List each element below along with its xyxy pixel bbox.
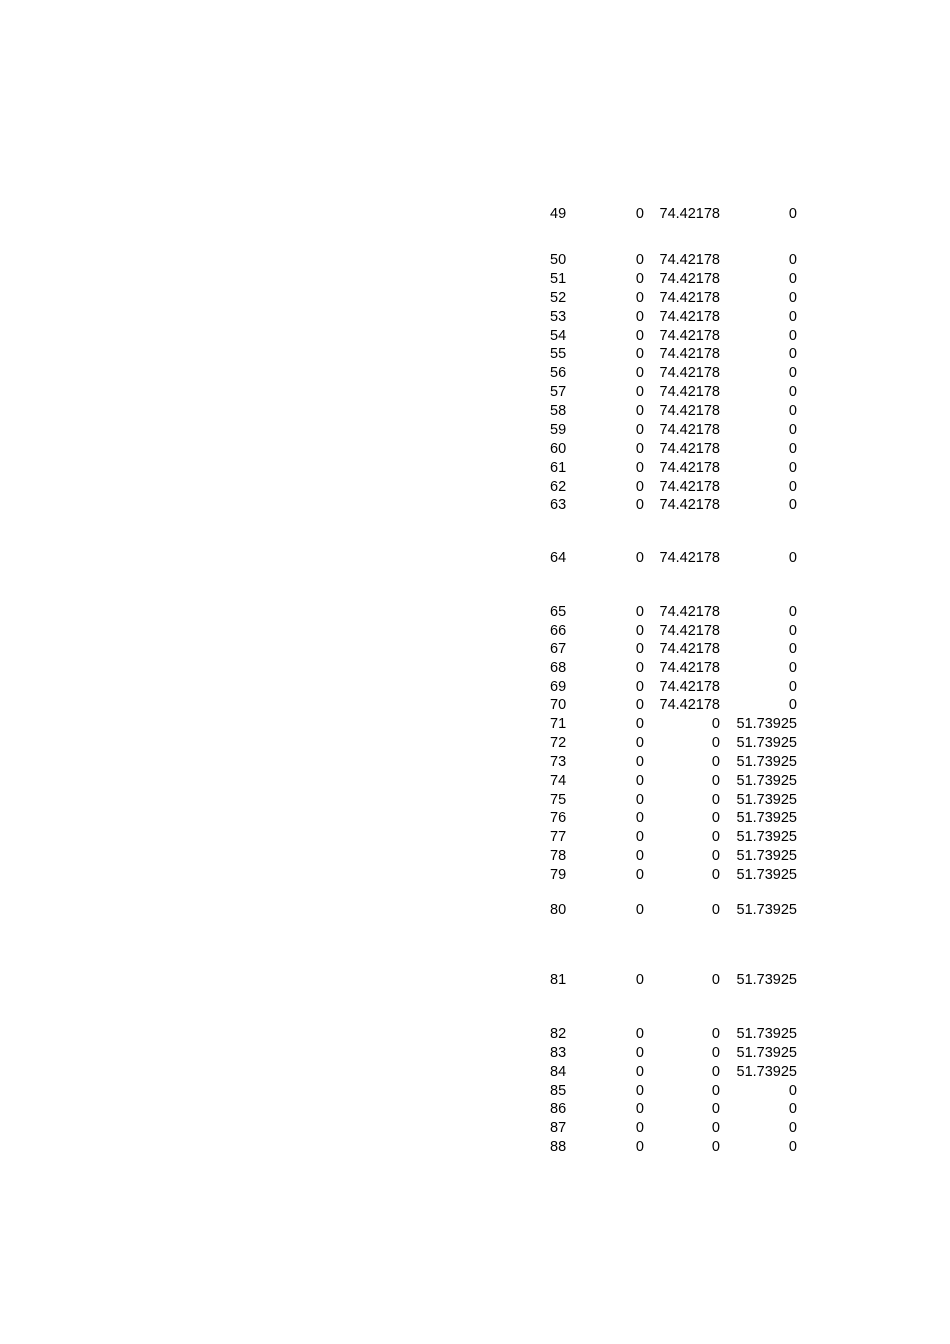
value-col-c: 51.73925 xyxy=(736,810,797,826)
value-col-a: 0 xyxy=(635,290,644,306)
value-col-c: 0 xyxy=(788,346,797,362)
value-col-b: 74.42178 xyxy=(659,641,720,657)
table-row xyxy=(0,344,950,364)
table-row xyxy=(0,363,950,383)
value-col-b: 0 xyxy=(711,1120,720,1136)
value-col-c: 0 xyxy=(788,1101,797,1117)
row-id: 84 xyxy=(550,1064,567,1080)
value-col-c: 0 xyxy=(788,697,797,713)
value-col-b: 0 xyxy=(711,848,720,864)
table-row xyxy=(0,307,950,327)
value-col-c: 0 xyxy=(788,403,797,419)
row-id: 74 xyxy=(550,773,567,789)
value-col-a: 0 xyxy=(635,497,644,513)
table-row xyxy=(0,621,950,641)
value-col-c: 51.73925 xyxy=(736,829,797,845)
value-col-b: 0 xyxy=(711,867,720,883)
value-col-c: 51.73925 xyxy=(736,735,797,751)
table-row xyxy=(0,771,950,791)
row-id: 85 xyxy=(550,1083,567,1099)
value-col-b: 0 xyxy=(711,735,720,751)
row-id: 63 xyxy=(550,497,567,513)
table-row xyxy=(0,1024,950,1044)
table-row xyxy=(0,326,950,346)
table-row xyxy=(0,658,950,678)
value-col-b: 74.42178 xyxy=(659,497,720,513)
value-col-c: 0 xyxy=(788,1083,797,1099)
value-col-b: 0 xyxy=(711,810,720,826)
value-col-b: 74.42178 xyxy=(659,252,720,268)
value-col-b: 74.42178 xyxy=(659,290,720,306)
value-col-a: 0 xyxy=(635,716,644,732)
table-row xyxy=(0,865,950,885)
table-row xyxy=(0,401,950,421)
value-col-a: 0 xyxy=(635,1064,644,1080)
value-col-a: 0 xyxy=(635,206,644,222)
value-col-b: 74.42178 xyxy=(659,697,720,713)
value-col-c: 51.73925 xyxy=(736,902,797,918)
row-id: 61 xyxy=(550,460,567,476)
row-id: 78 xyxy=(550,848,567,864)
value-col-a: 0 xyxy=(635,641,644,657)
value-col-a: 0 xyxy=(635,403,644,419)
value-col-c: 0 xyxy=(788,641,797,657)
value-col-b: 0 xyxy=(711,792,720,808)
row-id: 72 xyxy=(550,735,567,751)
value-col-a: 0 xyxy=(635,972,644,988)
row-id: 67 xyxy=(550,641,567,657)
row-id: 65 xyxy=(550,604,567,620)
value-col-a: 0 xyxy=(635,1101,644,1117)
value-col-a: 0 xyxy=(635,1045,644,1061)
row-id: 69 xyxy=(550,679,567,695)
value-col-a: 0 xyxy=(635,848,644,864)
value-col-a: 0 xyxy=(635,679,644,695)
value-col-b: 0 xyxy=(711,1101,720,1117)
table-row xyxy=(0,714,950,734)
table-row xyxy=(0,1099,950,1119)
value-col-a: 0 xyxy=(635,1083,644,1099)
value-col-b: 0 xyxy=(711,716,720,732)
row-id: 64 xyxy=(550,550,567,566)
value-col-b: 0 xyxy=(711,754,720,770)
value-col-c: 0 xyxy=(788,660,797,676)
table-row xyxy=(0,695,950,715)
value-col-c: 51.73925 xyxy=(736,848,797,864)
value-col-b: 0 xyxy=(711,902,720,918)
value-col-b: 0 xyxy=(711,1139,720,1155)
value-col-c: 0 xyxy=(788,365,797,381)
value-col-c: 0 xyxy=(788,252,797,268)
value-col-a: 0 xyxy=(635,1120,644,1136)
value-col-a: 0 xyxy=(635,441,644,457)
value-col-b: 74.42178 xyxy=(659,328,720,344)
value-col-c: 51.73925 xyxy=(736,773,797,789)
value-col-c: 0 xyxy=(788,604,797,620)
value-col-c: 51.73925 xyxy=(736,1045,797,1061)
row-id: 83 xyxy=(550,1045,567,1061)
value-col-a: 0 xyxy=(635,810,644,826)
value-col-c: 51.73925 xyxy=(736,972,797,988)
value-col-b: 74.42178 xyxy=(659,271,720,287)
value-col-b: 74.42178 xyxy=(659,422,720,438)
table-row xyxy=(0,1043,950,1063)
row-id: 49 xyxy=(550,206,567,222)
row-id: 59 xyxy=(550,422,567,438)
value-col-b: 74.42178 xyxy=(659,604,720,620)
value-col-b: 74.42178 xyxy=(659,441,720,457)
value-col-c: 51.73925 xyxy=(736,1064,797,1080)
table-row xyxy=(0,420,950,440)
value-col-a: 0 xyxy=(635,328,644,344)
value-col-b: 74.42178 xyxy=(659,550,720,566)
row-id: 70 xyxy=(550,697,567,713)
row-id: 53 xyxy=(550,309,567,325)
value-col-a: 0 xyxy=(635,271,644,287)
row-id: 86 xyxy=(550,1101,567,1117)
value-col-a: 0 xyxy=(635,735,644,751)
row-id: 71 xyxy=(550,716,567,732)
value-col-a: 0 xyxy=(635,309,644,325)
value-col-a: 0 xyxy=(635,623,644,639)
table-row xyxy=(0,846,950,866)
value-col-b: 74.42178 xyxy=(659,206,720,222)
value-col-c: 0 xyxy=(788,206,797,222)
value-col-a: 0 xyxy=(635,346,644,362)
row-id: 87 xyxy=(550,1120,567,1136)
table-row xyxy=(0,477,950,497)
value-col-c: 0 xyxy=(788,422,797,438)
value-col-b: 0 xyxy=(711,829,720,845)
row-id: 80 xyxy=(550,902,567,918)
value-col-a: 0 xyxy=(635,252,644,268)
value-col-b: 74.42178 xyxy=(659,623,720,639)
table-row xyxy=(0,808,950,828)
value-col-a: 0 xyxy=(635,773,644,789)
row-id: 54 xyxy=(550,328,567,344)
value-col-c: 0 xyxy=(788,623,797,639)
value-col-a: 0 xyxy=(635,697,644,713)
value-col-c: 0 xyxy=(788,309,797,325)
value-col-c: 51.73925 xyxy=(736,1026,797,1042)
value-col-a: 0 xyxy=(635,902,644,918)
table-row xyxy=(0,1118,950,1138)
table-row xyxy=(0,900,950,920)
value-col-a: 0 xyxy=(635,1026,644,1042)
row-id: 51 xyxy=(550,271,567,287)
row-id: 56 xyxy=(550,365,567,381)
row-id: 88 xyxy=(550,1139,567,1155)
row-id: 81 xyxy=(550,972,567,988)
value-col-a: 0 xyxy=(635,867,644,883)
value-col-b: 0 xyxy=(711,972,720,988)
value-col-b: 74.42178 xyxy=(659,660,720,676)
table-row xyxy=(0,1137,950,1157)
table-row xyxy=(0,439,950,459)
value-col-b: 0 xyxy=(711,1083,720,1099)
value-col-a: 0 xyxy=(635,384,644,400)
row-id: 77 xyxy=(550,829,567,845)
table-row xyxy=(0,495,950,515)
value-col-c: 0 xyxy=(788,479,797,495)
table-row xyxy=(0,752,950,772)
value-col-b: 0 xyxy=(711,1045,720,1061)
value-col-b: 0 xyxy=(711,773,720,789)
table-row xyxy=(0,677,950,697)
value-col-c: 0 xyxy=(788,460,797,476)
table-row xyxy=(0,1081,950,1101)
row-id: 60 xyxy=(550,441,567,457)
table-row xyxy=(0,639,950,659)
value-col-c: 0 xyxy=(788,550,797,566)
table-row xyxy=(0,1062,950,1082)
value-col-b: 0 xyxy=(711,1064,720,1080)
table-row xyxy=(0,790,950,810)
value-col-a: 0 xyxy=(635,660,644,676)
value-col-a: 0 xyxy=(635,460,644,476)
value-col-b: 74.42178 xyxy=(659,365,720,381)
table-row xyxy=(0,269,950,289)
row-id: 50 xyxy=(550,252,567,268)
row-id: 76 xyxy=(550,810,567,826)
value-col-a: 0 xyxy=(635,365,644,381)
row-id: 73 xyxy=(550,754,567,770)
table-row xyxy=(0,970,950,990)
value-col-a: 0 xyxy=(635,479,644,495)
value-col-b: 74.42178 xyxy=(659,346,720,362)
value-col-b: 74.42178 xyxy=(659,460,720,476)
value-col-b: 74.42178 xyxy=(659,384,720,400)
value-col-a: 0 xyxy=(635,550,644,566)
value-col-c: 0 xyxy=(788,1139,797,1155)
value-col-c: 51.73925 xyxy=(736,754,797,770)
value-col-c: 51.73925 xyxy=(736,792,797,808)
table-row xyxy=(0,827,950,847)
row-id: 75 xyxy=(550,792,567,808)
row-id: 58 xyxy=(550,403,567,419)
table-row xyxy=(0,250,950,270)
value-col-c: 0 xyxy=(788,1120,797,1136)
row-id: 79 xyxy=(550,867,567,883)
table-row xyxy=(0,602,950,622)
value-col-c: 0 xyxy=(788,384,797,400)
value-col-a: 0 xyxy=(635,829,644,845)
row-id: 57 xyxy=(550,384,567,400)
value-col-c: 0 xyxy=(788,679,797,695)
value-col-c: 0 xyxy=(788,290,797,306)
value-col-b: 74.42178 xyxy=(659,479,720,495)
value-col-b: 0 xyxy=(711,1026,720,1042)
row-id: 55 xyxy=(550,346,567,362)
row-id: 52 xyxy=(550,290,567,306)
value-col-c: 0 xyxy=(788,271,797,287)
table-row xyxy=(0,382,950,402)
row-id: 66 xyxy=(550,623,567,639)
value-col-c: 0 xyxy=(788,497,797,513)
value-col-a: 0 xyxy=(635,1139,644,1155)
value-col-a: 0 xyxy=(635,422,644,438)
row-id: 82 xyxy=(550,1026,567,1042)
table-row xyxy=(0,548,950,568)
value-col-c: 51.73925 xyxy=(736,716,797,732)
value-col-c: 0 xyxy=(788,441,797,457)
value-col-a: 0 xyxy=(635,604,644,620)
value-col-a: 0 xyxy=(635,754,644,770)
value-col-c: 0 xyxy=(788,328,797,344)
value-col-b: 74.42178 xyxy=(659,309,720,325)
value-col-a: 0 xyxy=(635,792,644,808)
row-id: 68 xyxy=(550,660,567,676)
value-col-c: 51.73925 xyxy=(736,867,797,883)
table-row xyxy=(0,458,950,478)
table-row xyxy=(0,733,950,753)
value-col-b: 74.42178 xyxy=(659,403,720,419)
row-id: 62 xyxy=(550,479,567,495)
value-col-b: 74.42178 xyxy=(659,679,720,695)
table-row xyxy=(0,288,950,308)
table-row xyxy=(0,204,950,224)
